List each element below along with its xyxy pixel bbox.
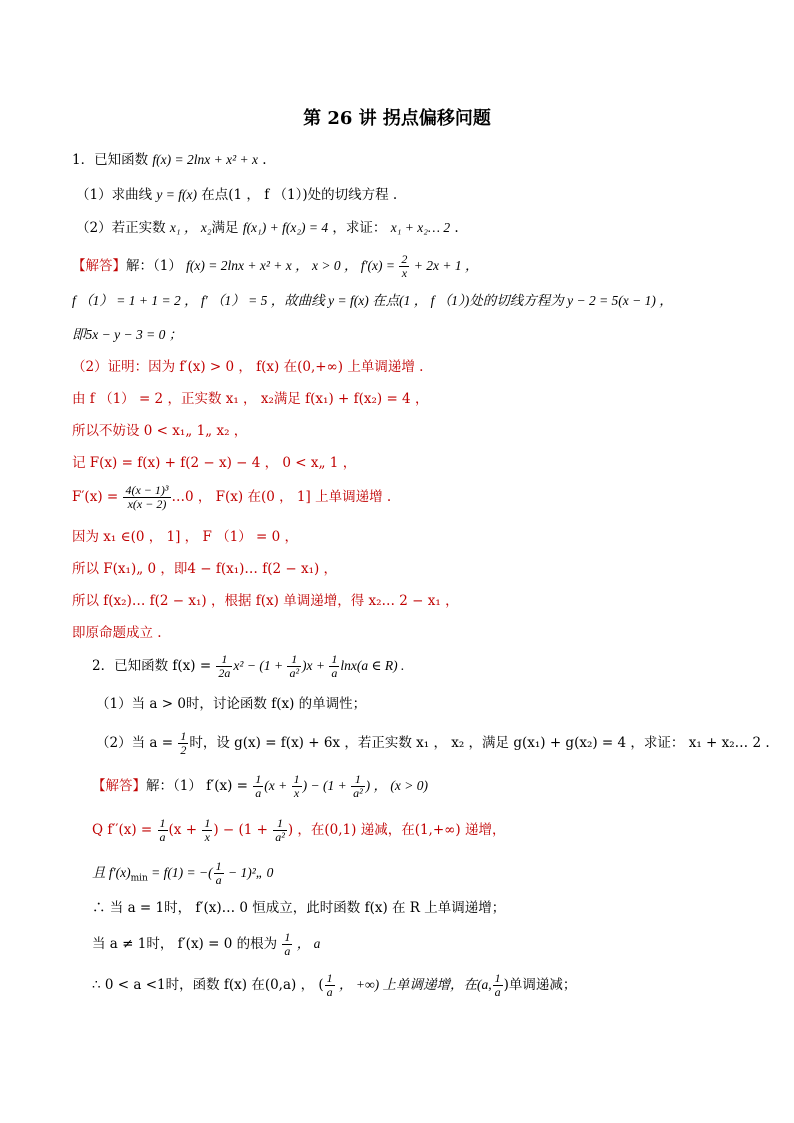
problem-2-answer-line-2: Q f′′(x) = $\frac{1}{a}$ (x + $\frac{1}{x}$ ) − (1 + $\frac{1}{\text{a²}}$ ) ，在(0,1) 递减，在(1,+∞) 递增， <box>92 816 506 844</box>
problem-1-answer-line-2: f （1） = 1 + 1 = 2 ， f′ （1） = 5 ，故曲线 y = f(x) 在点(1 ， f （1）)处的切线方程为 y − 2 = 5(x − 1) ， <box>72 293 673 308</box>
problem-1-answer-line-8: F′(x) = $\frac{\text{4(x − 1)³}}{x(x - 2)}$ …0 ， F(x) 在(0 ， 1] 上单调递增 . <box>72 483 392 511</box>
fraction: $\frac{1}{x}$ <box>204 816 211 844</box>
page-title: 第 26 讲 拐点偏移问题 <box>303 108 491 129</box>
fraction: $\frac{\text{4(x − 1)³}}{x(x - 2)}$ <box>125 483 169 511</box>
problem-1-answer-line-11: 所以 f(x₂)… f(2 − x₁) ，根据 f(x) 单调递增，得 x₂… 2 − x₁ ， <box>72 593 459 609</box>
problem-2-answer-line-6: ∴ 0 < a <1时，函数 f(x) 在(0,a) ， ( $\frac{1}{a}$ ， +∞) 上单调递增，在(a, $\frac{1}{a}$ )单调递减； <box>92 971 577 999</box>
answer-tag: 【解答】 <box>92 778 146 794</box>
problem-2-stem: 2．已知函数 f(x) = $\frac{1}{2a}$ x² − (1 + $\frac{1}{\text{a²}}$ )x + $\frac{1}{a}$ lnx(a ∈ R) . <box>92 652 405 680</box>
fraction: $\frac{1}{a}$ <box>331 652 338 680</box>
problem-2-answer-line-4: ∴ 当 a = 1时， f′(x)… 0 恒成立，此时函数 f(x) 在 R 上单调递增； <box>92 900 506 916</box>
fraction: $\frac{1}{\text{a²}}$ <box>275 816 285 844</box>
problem-1-answer-line-4: （2）证明：因为 f′(x) > 0 ， f(x) 在(0,+∞) 上单调递增 . <box>72 359 424 375</box>
fraction: $\frac{1}{a}$ <box>494 971 501 999</box>
fraction: $\frac{1}{\text{a²}}$ <box>289 652 300 680</box>
problem-2-answer-line-1: 【解答】解：（1） f′(x) = $\frac{1}{a}$ (x + $\frac{1}{x}$ ) − (1 + $\frac{1}{\text{a²}}$ ) ， (x > 0) <box>92 772 429 800</box>
fraction: $\frac{1}{x}$ <box>293 772 300 800</box>
fraction: $\frac{1}{a}$ <box>255 772 262 800</box>
fraction: $\frac{1}{a}$ <box>215 859 222 887</box>
problem-2-question-1: （1）当 a > 0时，讨论函数 f(x) 的单调性； <box>96 696 367 712</box>
problem-1-question-1: （1）求曲线 y = f(x) 在点(1 ， f （1）)处的切线方程 . <box>76 187 398 203</box>
fraction: $\frac{2}{x}$ <box>401 252 408 280</box>
fraction: $\frac{1}{\text{a²}}$ <box>353 772 363 800</box>
problem-1-answer-line-5: 由 f （1） = 2 ，正实数 x₁ ， x₂满足 f(x₁) + f(x₂) = 4 ， <box>72 391 429 407</box>
problem-2-question-2: （2）当 a = $\frac{1}{2}$ 时，设 g(x) = f(x) + 6x ，若正实数 x₁ ， x₂ ，满足 g(x₁) + g(x₂) = 4 ，求证： x₁ + x₂… 2 . <box>96 729 770 757</box>
problem-1-answer-line-1: 【解答】解：（1） f(x) = 2lnx + x² + x ， x > 0 ， f′(x) = $\frac{2}{x}$ + 2x + 1 ， <box>72 252 479 280</box>
fraction: $\frac{1}{2a}$ <box>218 652 231 680</box>
problem-1-question-2: （2）若正实数 x₁ ， x₂满足 f(x₁) + f(x₂) = 4 ，求证： x₁ + x₂… 2 . <box>76 220 459 236</box>
problem-1-answer-line-12: 即原命题成立 . <box>72 625 162 641</box>
fraction: $\frac{1}{a}$ <box>284 930 291 958</box>
problem-1-answer-line-7: 记 F(x) = f(x) + f(2 − x) − 4 ， 0 < x„ 1 ， <box>72 455 357 471</box>
problem-1-answer-line-6: 所以不妨设 0 < x₁„ 1„ x₂ ， <box>72 423 248 439</box>
problem-1-answer-line-9: 因为 x₁ ∈(0 ， 1] ， F （1） = 0 ， <box>72 529 298 545</box>
answer-tag: 【解答】 <box>72 258 126 274</box>
problem-2-answer-line-3: 且 $f'(x)_{min} = f(1)$ = −( $\frac{1}{a}$ − 1)²„ 0 <box>92 859 274 887</box>
problem-2-answer-line-5: 当 a ≠ 1时， f′(x) = 0 的根为 $\frac{1}{a}$ ， a <box>92 930 321 958</box>
fraction: $\frac{1}{a}$ <box>159 816 166 844</box>
problem-1-stem: 1．已知函数 f(x) = 2lnx + x² + x . <box>72 152 267 168</box>
fraction: $\frac{1}{2}$ <box>180 729 187 757</box>
problem-1-answer-line-3: 即5x − y − 3 = 0 ； <box>72 327 183 342</box>
problem-1-answer-line-10: 所以 F(x₁)„ 0 ，即4 − f(x₁)… f(2 − x₁) ， <box>72 561 338 577</box>
fraction: $\frac{1}{a}$ <box>326 971 333 999</box>
